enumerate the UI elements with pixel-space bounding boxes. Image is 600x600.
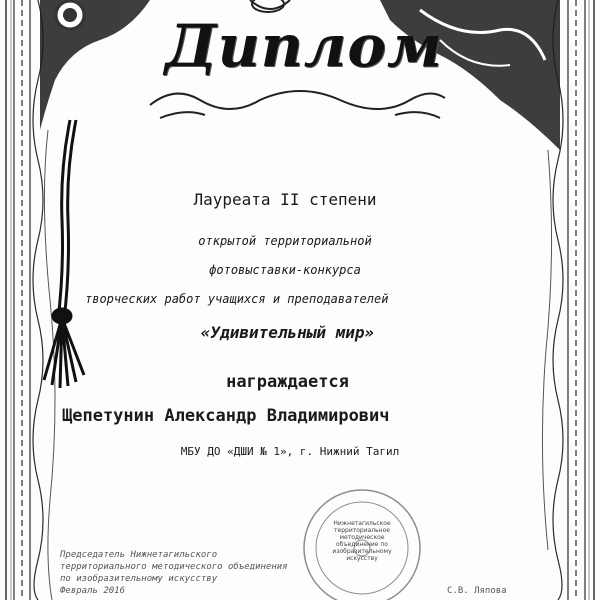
signature-date: Февраль 2016 [60,586,126,596]
signature-line-3: по изобразительному искусству [60,574,218,584]
awarded-label: награждается [226,372,349,392]
signature-line-2: территориального методического объединения [60,562,288,572]
seal-line: Нижнетагильское [333,520,391,527]
seal-line: территориальное [334,527,390,534]
contest-line-1: открытой территориальной [198,234,372,248]
rope-tassel [44,120,84,388]
seal-line: изобразительному [332,548,392,555]
seal-line: методическое [339,534,385,541]
signature-line-1: Председатель Нижнетагильского [60,550,218,560]
seal-line: объединение по [336,541,388,548]
diploma-title: Диплом [165,12,444,80]
institution: МБУ ДО «ДШИ № 1», г. Нижний Тагил [180,445,400,458]
left-border-pattern [14,0,43,600]
contest-line-3: творческих работ учащихся и преподавателей [85,292,389,306]
recipient-name: Щепетунин Александр Владимирович [62,406,390,426]
seal-line: искусству [346,555,378,562]
top-left-ornament [40,0,150,130]
seal-text [322,520,402,562]
contest-name: «Удивительный мир» [200,323,375,342]
top-crest [250,0,290,12]
signer-name: С.В. Ляпова [447,586,507,596]
contest-line-2: фотовыставки-конкурса [209,263,361,277]
award-degree: Лауреата II степени [193,190,377,209]
